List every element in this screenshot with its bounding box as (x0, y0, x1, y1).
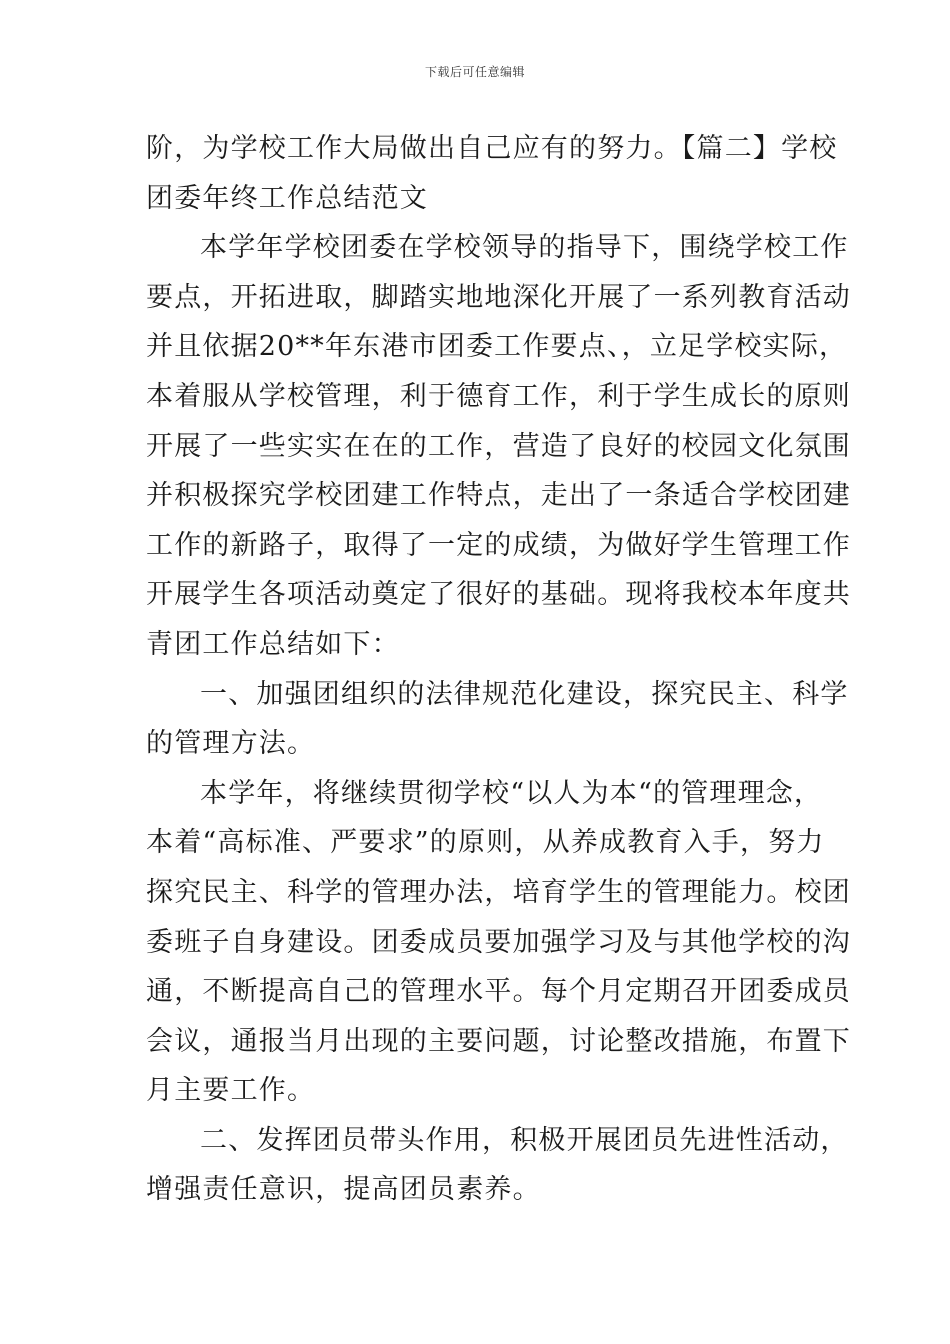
page-header: 下载后可任意编辑 (424, 65, 525, 79)
text-line: 团委年终工作总结范文 (146, 182, 428, 214)
paragraph-1 (146, 124, 838, 223)
section-heading-2 (146, 1116, 849, 1215)
text-line: 的管理方法。 (146, 728, 316, 760)
text-line: 阶，为学校工作大局做出自己应有的努力。【篇二】学校 (146, 133, 838, 164)
text-line: 一、加强团组织的法律规范化建设，探究民主、科学 (200, 678, 849, 710)
text-line: 开展了一些实实在在的工作，营造了良好的校园文化氛围 (146, 430, 851, 462)
text-line: 开展学生各项活动奠定了很好的基础。现将我校本年度共 (146, 579, 851, 611)
text-line: 增强责任意识，提高团员素养。 (146, 1174, 541, 1206)
text-line: 青团工作总结如下： (146, 628, 400, 660)
text-line: 月主要工作。 (146, 1075, 316, 1107)
text-line: 并积极探究学校团建工作特点，走出了一条适合学校团建 (146, 480, 851, 512)
text-line: 并且依据20**年东港市团委工作要点、，立足学校实际， (146, 331, 848, 363)
paragraph-2 (146, 223, 851, 669)
text-line: 通，不断提高自己的管理水平。每个月定期召开团委成员 (146, 976, 851, 1008)
text-line: 二、发挥团员带头作用，积极开展团员先进性活动， (200, 1124, 849, 1156)
text-line: 委班子自身建设。团委成员要加强学习及与其他学校的沟 (146, 926, 851, 958)
text-line: 本学年，将继续贯彻学校“以人为本“的管理理念， (200, 777, 823, 809)
section-heading-1 (146, 670, 849, 769)
text-line: 要点，开拓进取，脚踏实地地深化开展了一系列教育活动 (146, 281, 851, 313)
text-line: 本着“高标准、严要求”的原则，从养成教育入手，努力 (146, 827, 825, 859)
document-body (146, 124, 851, 1215)
text-line: 本学年学校团委在学校领导的指导下，围绕学校工作 (200, 232, 849, 264)
paragraph-3 (146, 769, 851, 1116)
text-line: 本着服从学校管理，利于德育工作，利于学生成长的原则 (146, 380, 851, 412)
text-line: 工作的新路子，取得了一定的成绩，为做好学生管理工作 (146, 529, 851, 561)
text-line: 探究民主、科学的管理办法，培育学生的管理能力。校团 (146, 876, 851, 908)
text-line: 会议，通报当月出现的主要问题，讨论整改措施，布置下 (146, 1025, 851, 1057)
